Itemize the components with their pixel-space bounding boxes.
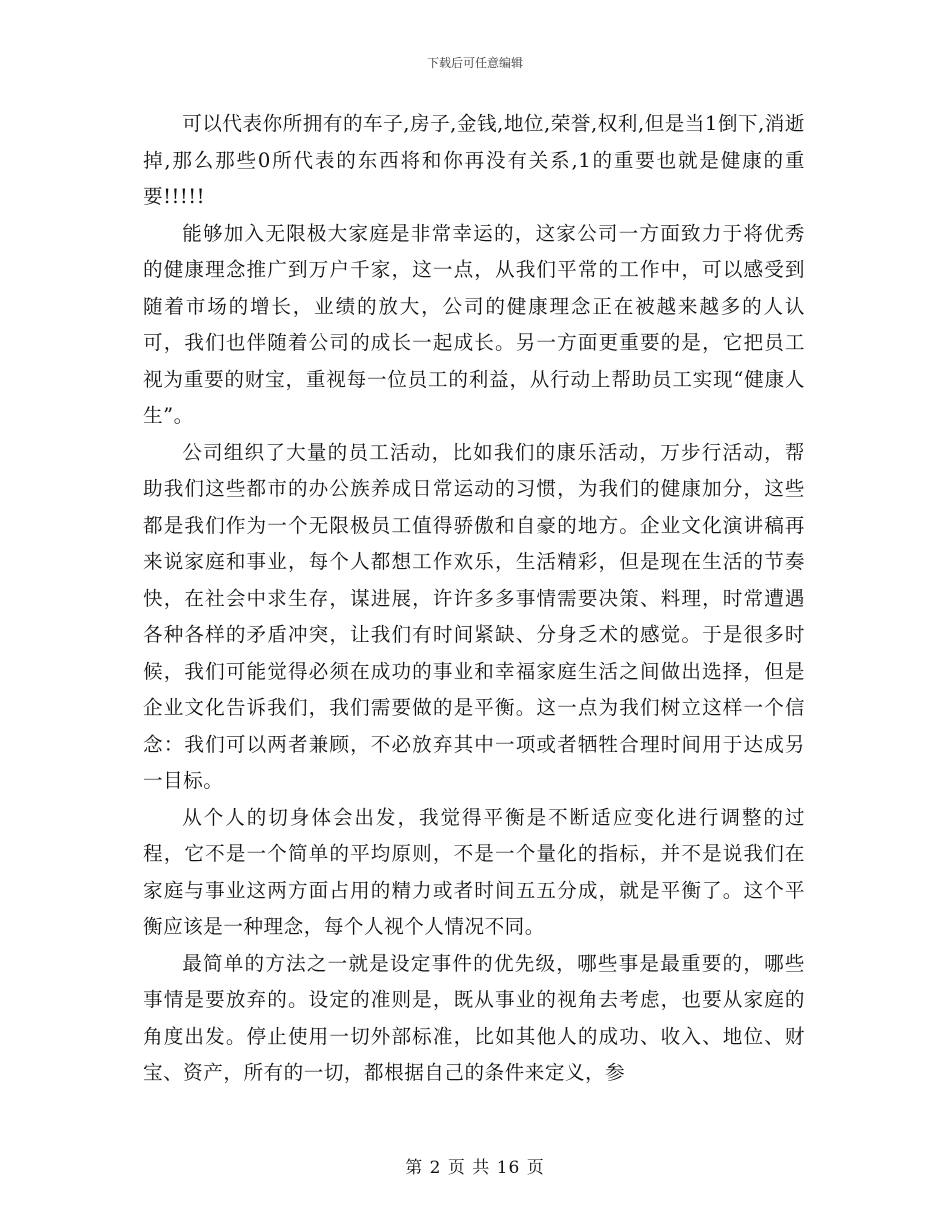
- paragraph-5: 最简单的方法之一就是设定事件的优先级，哪些事是最重要的，哪些事情是要放弃的。设定的准则是，既从事业的视角去考虑，也要从家庭的角度出发。停止使用一切外部标准，比如其他人的成功、收入、地位、财宝、资产，所有的一切，都根据自己的条件来定义，参: [143, 951, 805, 1084]
- paragraph-1: 可以代表你所拥有的车子,房子,金钱,地位,荣誉,权利,但是当1倒下,消逝掉,那么那些0所代表的东西将和你再没有关系,1的重要也就是健康的重要!!!!!: [143, 112, 805, 208]
- page-header: 下载后可任意编辑: [426, 56, 523, 70]
- paragraph-3: 公司组织了大量的员工活动，比如我们的康乐活动，万步行活动，帮助我们这些都市的办公族养成日常运动的习惯，为我们的健康加分，这些都是我们作为一个无限极员工值得骄傲和自豪的地方。企业文化演讲稿再来说家庭和事业，每个人都想工作欢乐，生活精彩，但是现在生活的节奏快，在社会中求生存，谋进展，许许多多事情需要决策、料理，时常遭遇各种各样的矛盾冲突，让我们有时间紧缺、分身乏术的感觉。于是很多时候，我们可能觉得必须在成功的事业和幸福家庭生活之间做出选择，但是企业文化告诉我们，我们需要做的是平衡。这一点为我们树立这样一个信念：我们可以两者兼顾，不必放弃其中一项或者牺牲合理时间用于达成另一目标。: [143, 440, 805, 792]
- document-body: [143, 106, 805, 1092]
- paragraph-2: 能够加入无限极大家庭是非常幸运的，这家公司一方面致力于将优秀的健康理念推广到万户千家，这一点，从我们平常的工作中，可以感受到随着市场的增长，业绩的放大，公司的健康理念正在被越来越多的人认可，我们也伴随着公司的成长一起成长。另一方面更重要的是，它把员工视为重要的财宝，重视每一位员工的利益，从行动上帮助员工实现“健康人生”。: [143, 221, 805, 427]
- page-number-footer: 第 2 页 共 16 页: [405, 1158, 545, 1178]
- paragraph-4: 从个人的切身体会出发，我觉得平衡是不断适应变化进行调整的过程，它不是一个简单的平均原则，不是一个量化的指标，并不是说我们在家庭与事业这两方面占用的精力或者时间五五分成，就是平衡了。这个平衡应该是一种理念，每个人视个人情况不同。: [143, 805, 805, 938]
